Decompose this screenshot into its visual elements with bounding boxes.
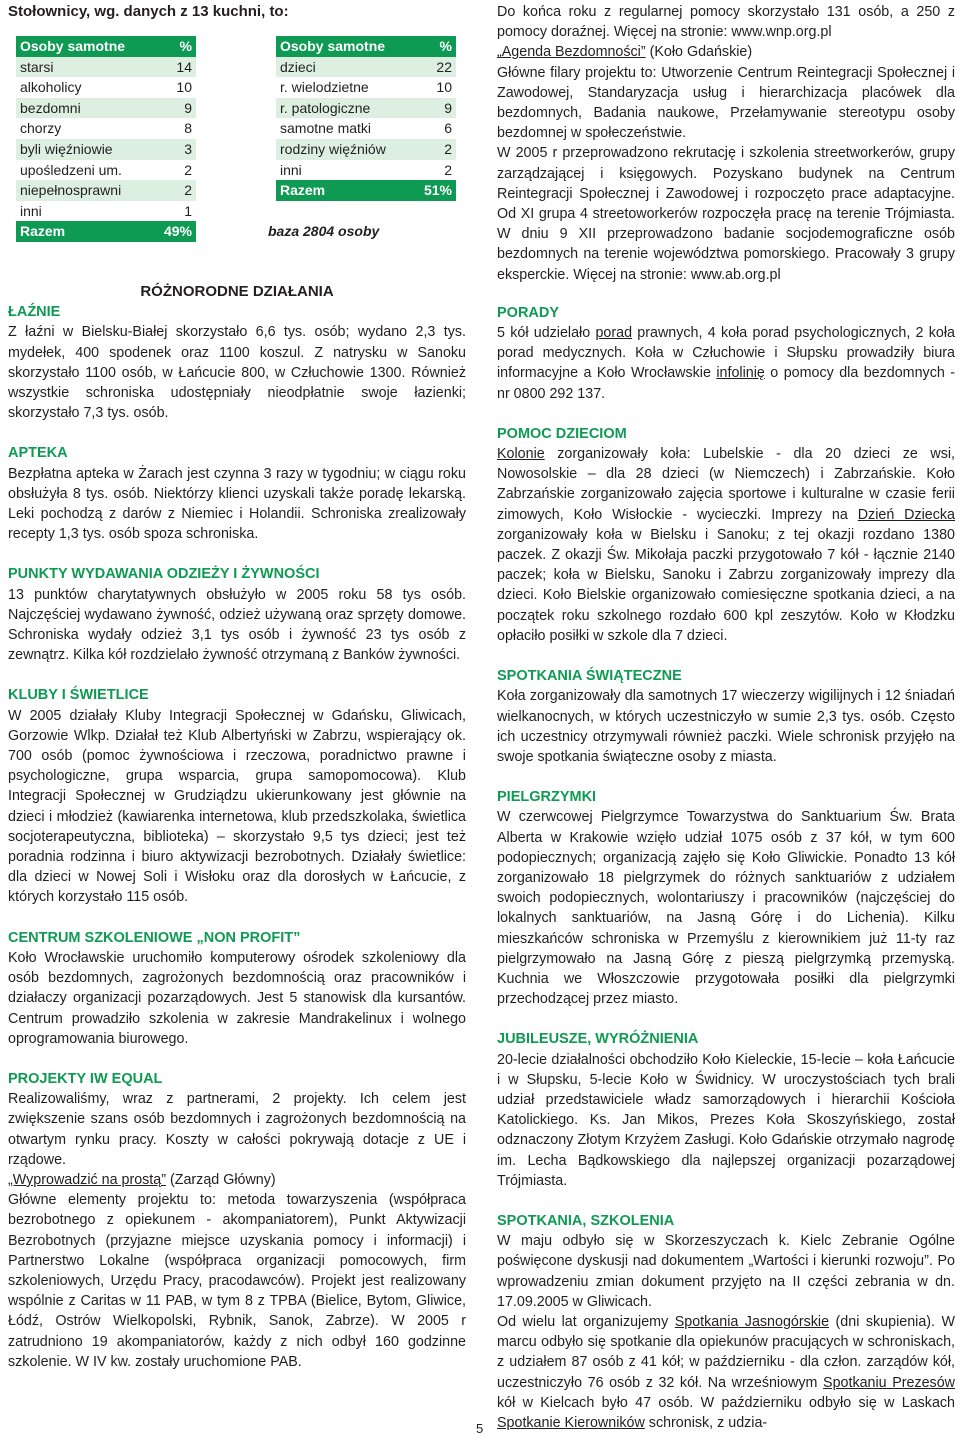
table-row: chorzy 8 bbox=[16, 118, 196, 139]
paragraph-kluby: W 2005 działały Kluby Integracji Społecznej w Gdańsku, Gliwicach, Gorzowie Wlkp. Działał też Klub Albertyński w Zabrzu, wspierający ok. 700 osób (pomoc żywnościowa i rzeczowa, poradnictwo prawne i psychologiczne, grupa wsparcia, grupa samopomocowa). Klub Integracji Społecznej w Grudziądzu ukierunkowany jest głównie na dzieci i młodzież (kawiarenka internetowa, klub przedszkolaka, świetlica socjoterapeutyczna, biblioteka) – skorzystało 9,5 tys dzieci; jest też poradnia rodzinna i biuro aktywizacji bezrobotnych. Działały świetlice: dla dzieci w Nowej Soli i Wisłoku oraz dla dorosłych w Łańcucie, z których korzystało 115 osób. bbox=[8, 707, 466, 906]
heading-jubileusze: JUBILEUSZE, WYRÓŻNIENIA bbox=[497, 1031, 699, 1048]
table-row: rodziny więźniów 2 bbox=[276, 139, 456, 160]
heading-lazni: ŁAŹNIE bbox=[8, 304, 61, 321]
base-note: baza 2804 osoby bbox=[268, 223, 380, 239]
table-single-persons-a bbox=[16, 36, 196, 242]
table-row: inni 2 bbox=[276, 160, 456, 181]
heading-pielgrzymki: PIELGRZYMKI bbox=[497, 789, 597, 806]
paragraph-equal-1: Realizowaliśmy, wraz z partnerami, 2 projekty. Ich celem jest zwiększenie szans osób bezdomnych i zagrożonych bezdomnością na otwartym rynku pracy. Koszty w całości pokrywają dotacje z UE i rządowe. bbox=[8, 1091, 466, 1168]
table-row: bezdomni 9 bbox=[16, 98, 196, 119]
agenda-link: „Agenda Bezdomności” bbox=[497, 44, 646, 61]
paragraph-apteka: Bezpłatna apteka w Żarach jest czynna 3 razy w tygodniu; w ciągu roku obsłużyła 8 tys. osób. Niektórzy klienci uzyskali także poradę lekarską. Leki pochodzą z darów z Niemiec i Holandii. Schroniska zrealizowały recepty 1,3 tys. osób spoza schroniska. bbox=[8, 465, 466, 543]
heading-apteka: APTEKA bbox=[8, 445, 68, 462]
table-row: samotne matki 6 bbox=[276, 118, 456, 139]
heading-equal: PROJEKTY IW EQUAL bbox=[8, 1070, 163, 1087]
page-number: 5 bbox=[476, 1421, 484, 1436]
paragraph-porady: 5 kół udzielało porad prawnych, 4 koła porad psychologicznych, 2 koła porad medycznych. Koła w Człuchowie i Słupsku prowadziły biura informacyjne a Koło Wrocławskie infolinię o pomocy dla bezdomnych - nr 0800 292 137. bbox=[497, 325, 956, 402]
table-row: inni 1 bbox=[16, 201, 196, 222]
paragraph-szkolenia-2: Od wielu lat organizujemy Spotkania Jasnogórskie (dni skupienia). W marcu odbyło się spotkanie dla opiekunów pracujących w schroniskach, z udziałem 87 osób z 41 kół; w październiku - dla człon. zarządów kół, uczestniczyło 76 osób z 32 kół. Na wrześniowym Spotkaniu Prezesów kół w Kielcach było 47 osób. W październiku odbyło się w Laskach Spotkanie Kierowników schronisk, z udzia- bbox=[497, 1313, 955, 1431]
heading-dzieci: POMOC DZIECIOM bbox=[497, 425, 627, 442]
table-row: alkoholicy 10 bbox=[16, 77, 196, 98]
paragraph-agenda: „Agenda Bezdomności” (Koło Gdańskie) bbox=[497, 44, 753, 61]
table-total-row: Razem 49% bbox=[16, 221, 196, 242]
project-link: „Wyprowadzić na prostą” bbox=[8, 1171, 166, 1188]
table-total-row: Razem 51% bbox=[276, 180, 456, 201]
intro-text: Stołownicy, wg. danych z 13 kuchni, to: bbox=[8, 3, 289, 20]
heading-swiateczne: SPOTKANIA ŚWIĄTECZNE bbox=[497, 668, 682, 685]
table-header-label: Osoby samotne bbox=[16, 36, 154, 57]
table-row: r. wielodzietne 10 bbox=[276, 77, 456, 98]
paragraph-intro-right: Do końca roku z regularnej pomocy skorzystało 131 osób, a 250 z pomocy doraźnej. Więcej na stronie: www.wnp.org.pl bbox=[497, 4, 955, 41]
table-row: r. patologiczne 9 bbox=[276, 98, 456, 119]
table-row: starsi 14 bbox=[16, 57, 196, 78]
heading-porady: PORADY bbox=[497, 304, 560, 321]
heading-punkty: PUNKTY WYDAWANIA ODZIEŻY I ŻYWNOŚCI bbox=[8, 566, 320, 583]
left-column bbox=[8, 282, 466, 1372]
paragraph-lazni: Z łaźni w Bielsku-Białej skorzystało 6,6 tys. osób; wydano 2,3 tys. mydełek, 400 spodenek oraz 1100 koszul. Z natrysku w Sanoku skorzystało 1100 osób, w Łańcucie 800, w Człuchowie 1300. Również wszystkie schroniska udostępniały nieodpłatnie swoje łazienki; skorzystało 7,3 tys. osób. bbox=[8, 324, 466, 422]
paragraph-jubileusze: 20-lecie działalności obchodziło Koło Kieleckie, 15-lecie – koła Łańcucie i w Słupsku, 5-lecie Koło w Świdnicy. W uroczystościach tych brali udział przedstawiciele władz samorządowych i hierarchii Kościoła Katolickiego. Ks. Jan Mikos, Prezes Koła Skoszyńskiego, został odznaczony Złotym Krzyżem Zasługi. Koło Gdańskie otrzymało nagrodę im. Lecha Bądkowskiego dla najlepszej organizacji pozarządowej Trójmiasta. bbox=[497, 1051, 955, 1189]
heading-szkolenia: SPOTKANIA, SZKOLENIA bbox=[497, 1212, 675, 1229]
table-row: niepełnosprawni 2 bbox=[16, 180, 196, 201]
paragraph-centrum: Koło Wrocławskie uruchomiło komputerowy ośrodek szkoleniowy dla osób bezdomnych, zagrożonych bezdomnością oraz pracowników i działaczy organizacji pozarządowych. Jest 5 stanowisk dla kursantów. Centrum prowadziło szkolenia w zakresie Mandrakelinux i wolnego oprogramowania biurowego. bbox=[8, 949, 466, 1047]
paragraph-equal-2: „Wyprowadzić na prostą” (Zarząd Główny) bbox=[8, 1171, 276, 1188]
paragraph-agenda-more: W 2005 r przeprowadzono rekrutację i szkolenia streetworkerów, grupy zarządzającej i księgowych. Pozyskano budynek na Centrum Reintegracji Społecznej i Zawodowej i rozpoczęto prace adaptacyjne. Od XI grupa 4 streetoworkerów rozpoczęła pracę na terenie Trójmiasta. W dniu 9 XII przeprowadzono badanie socjodemograficzne osób bezdomnych na terenie województwa pomorskiego. Pracowały 3 grupy eksperckie. Więcej na stronie: www.ab.org.pl bbox=[497, 145, 955, 283]
right-column bbox=[497, 2, 955, 1433]
paragraph-equal-3: Główne elementy projektu to: metoda towarzyszenia (współpraca bezrobotnego z opiekunem - akompaniatorem), Punkt Aktywizacji Bezrobotnych (przyjazne miejsce uzyskania pomocy i informacji) i Partnerstwo Lokalne (współpraca organizacji pomocowych, firm szkoleniowych, Urzędu Pracy, pracodawców). Projekt jest realizowany wspólnie z Caritas w 11 PAB, w tym 8 z TPBA (Bielice, Bytom, Gliwice, Łódź, Ostrów Wielkopolski, Rybnik, Sanok, Zabrze). W 2005 r zatrudniono 19 akompaniatorów, każdy z nich odbył 160 godzinne szkolenie. W IV kw. zostały uruchomione PAB. bbox=[8, 1192, 466, 1370]
table-row: byli więźniowie 3 bbox=[16, 139, 196, 160]
table-row: upośledzeni um. 2 bbox=[16, 160, 196, 181]
paragraph-pielgrzymki: W czerwcowej Pielgrzymce Towarzystwa do Sanktuarium Św. Brata Alberta w Krakowie wzięło udział 1075 osób z 37 kół, w tym 600 podopiecznych; organizacją zajęło się Koło Gliwickie. Ponadto 13 kół zorganizowało 18 pielgrzymek do różnych sanktuariów z udziałem swoich podopiecznych, wolontariuszy i pracowników (najczęściej do lokalnych sanktuariów, na Jasną Górę i do Lichenia). Kilku mieszkańców schroniska w Przemyślu z kierownikiem już 11-ty raz pielgrzymowało na Jasną Górę z pieszą pielgrzymką przemyską. Kuchnia we Włoszczowie przygotowała posiłki dla pielgrzymki przechodzącej przez miasto. bbox=[497, 809, 955, 1008]
heading-kluby: KLUBY I ŚWIETLICE bbox=[8, 687, 149, 704]
table-header-label: Osoby samotne bbox=[276, 36, 414, 57]
table-row: dzieci 22 bbox=[276, 57, 456, 78]
paragraph-punkty: 13 punktów charytatywnych obsłużyło w 2005 roku 58 tys osób. Najczęściej wydawano żywność, odzież używaną oraz sprzęty domowe. Schroniska wydały odzież 3,1 tys osób i żywność 23 tys osób z zewnątrz. Kilka kół rozdzielało żywność otrzymaną z Banków żywności. bbox=[8, 586, 466, 664]
section-title: RÓŻNORODNE DZIAŁANIA bbox=[140, 283, 334, 300]
paragraph-swiateczne: Koła zorganizowały dla samotnych 17 wieczerzy wigilijnych i 12 śniadań wielkanocnych, w których uczestniczyło w sumie 2,3 tys. osób. Często ich uczestnicy otrzymywali również paczki. Wiele schronisk przyjęło na swoje spotkania świąteczne osoby z miasta. bbox=[497, 688, 955, 765]
table-header-percent: % bbox=[154, 36, 196, 57]
table-header-percent: % bbox=[414, 36, 456, 57]
heading-centrum: CENTRUM SZKOLENIOWE „NON PROFIT” bbox=[8, 929, 301, 946]
paragraph-agenda-body: Główne filary projektu to: Utworzenie Centrum Reintegracji Społecznej i Zawodowej, Standaryzacja usług i hierarchizacja placówek dla bezdomnych, Badania naukowe, Przełamywanie stereotypu osoby bezdomnej w społeczeństwie. bbox=[497, 64, 955, 142]
paragraph-dzieci: Kolonie zorganizowały koła: Lubelskie - dla 20 dzieci ze wsi, Nowosolskie – dla 28 dzieci (w Niemczech) i Zabrzańskie. Koło Zabrzańskie zorganizowało zajęcia sportowe i kulturalne w czasie ferii zimowych, Koło Wisłockie - wycieczki. Imprezy na Dzień Dziecka zorganizowały koła w Bielsku i Sanoku; z tej okazji rozdano 1380 paczek. Z okazji Św. Mikołaja paczki przygotowało 7 kół - łącznie 2140 paczek; koła w Bielsku, Sanoku i Zabrzu zorganizowały imprezy dla dzieci. Koło Bielskie organizowało comiesięczne spotkania dzieci, a na początek roku szkolnego rozdało 600 kpl zeszytów. Koło w Kłodzku opłaciło posiłki w szkole dla 7 dzieci. bbox=[497, 446, 955, 644]
paragraph-szkolenia-1: W maju odbyło się w Skorzeszyczach k. Kielc Zebranie Ogólne poświęcone dyskusji nad dokumentem „Wartości i kierunki rozwoju”. Po wprowadzeniu zmian dokument przyjęto na II części zebrania w dn. 17.09.2005 w Gliwicach. bbox=[497, 1233, 955, 1310]
table-single-persons-b bbox=[276, 36, 456, 201]
